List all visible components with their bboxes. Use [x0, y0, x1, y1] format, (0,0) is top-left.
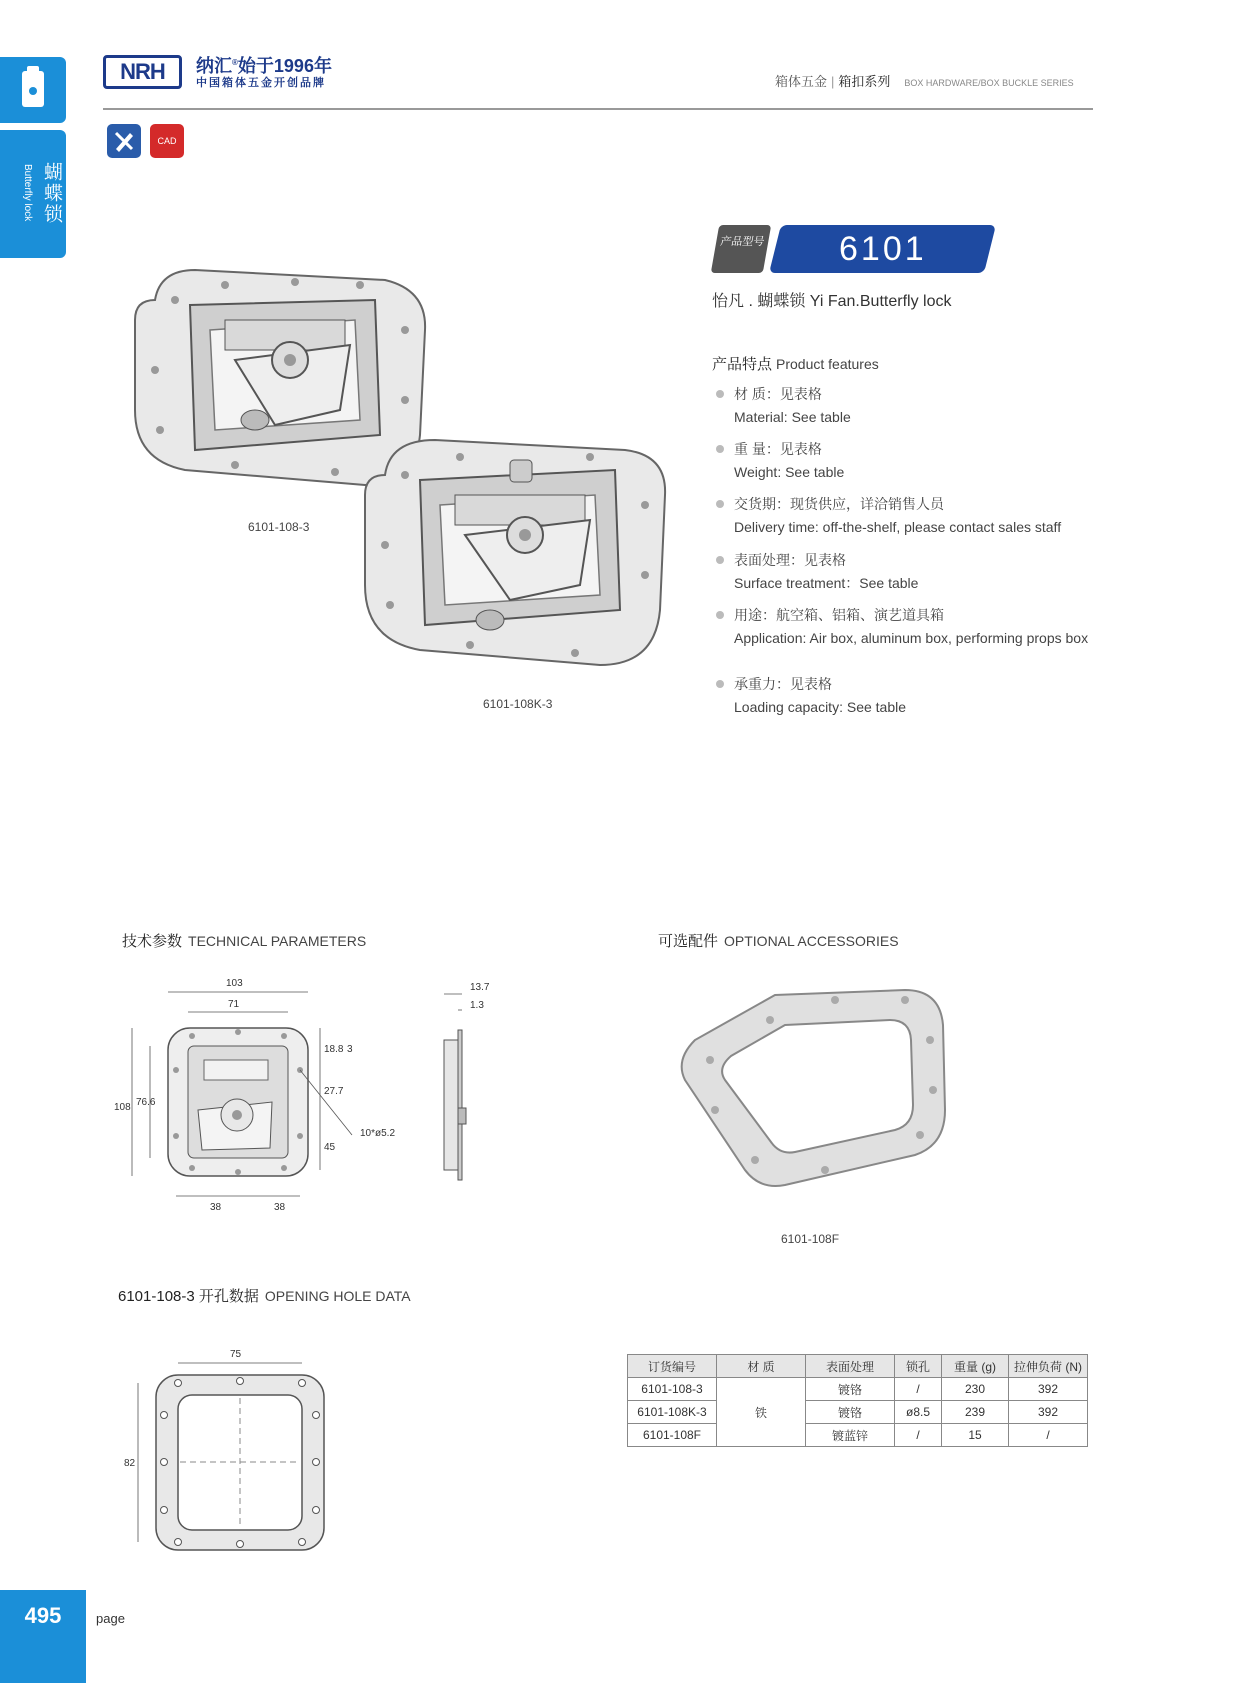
brand-logo: NRH	[103, 55, 182, 89]
cell-weight: 230	[942, 1378, 1009, 1401]
opening-hole-drawing	[120, 1340, 340, 1560]
cell-hole: /	[895, 1378, 942, 1401]
dim-d2: 3	[347, 1044, 353, 1055]
table-row	[628, 1424, 1088, 1447]
feature-item	[716, 384, 1096, 426]
sidebar-lock-tab[interactable]	[0, 57, 66, 123]
dim-d3: 27.7	[324, 1086, 344, 1097]
table-row	[628, 1378, 1088, 1401]
accessories-title-cn: 可选配件	[658, 933, 719, 950]
feature-en: Surface treatment：See table	[734, 575, 919, 591]
feature-cn: 用途：航空箱、铝箱、演艺道具箱	[716, 605, 1096, 625]
accessory-image-6101-108f	[675, 980, 955, 1200]
opening-title-en: OPENING HOLE DATA	[264, 1288, 411, 1304]
feature-item	[716, 605, 1096, 647]
feature-item	[716, 674, 1096, 716]
cell-weight: 15	[942, 1424, 1009, 1447]
dim-width-outer: 103	[226, 978, 243, 989]
cell-surface: 镀铬	[806, 1401, 895, 1424]
dim-thickness: 1.3	[470, 1000, 484, 1011]
col-surface: 表面处理	[806, 1355, 895, 1378]
feature-item	[716, 550, 1096, 592]
cell-hole: /	[895, 1424, 942, 1447]
cell-surface: 镀铬	[806, 1378, 895, 1401]
opening-title	[118, 1285, 411, 1306]
technical-title-cn: 技术参数	[122, 933, 183, 950]
feature-en: Application: Air box, aluminum box, performing props box	[734, 630, 1089, 646]
page-label: page	[96, 1611, 125, 1626]
table-row	[628, 1401, 1088, 1424]
brand-cn: 纳汇	[196, 56, 232, 76]
pencil-ruler-icon	[107, 124, 141, 158]
feature-en: Loading capacity: See table	[734, 699, 907, 715]
sidebar-butterfly-tab[interactable]	[0, 130, 66, 258]
features-title-en: Product features	[776, 356, 879, 372]
model-number: 6101	[838, 230, 927, 268]
category-cn-2: 箱扣系列	[838, 74, 891, 89]
feature-en: Weight: See table	[734, 464, 845, 480]
cell-code: 6101-108K-3	[628, 1401, 717, 1424]
cell-load: 392	[1009, 1378, 1088, 1401]
technical-title	[122, 930, 366, 951]
cell-material: 铁	[717, 1378, 806, 1447]
col-material: 材 质	[717, 1355, 806, 1378]
dim-d1: 18.8	[324, 1044, 344, 1055]
caption-6101-108k-3: 6101-108K-3	[483, 697, 553, 711]
cell-hole: ø8.5	[895, 1401, 942, 1424]
model-number-badge	[769, 225, 996, 273]
brand-slogan: 始于1996年	[237, 56, 332, 76]
cell-load: /	[1009, 1424, 1088, 1447]
brand-name: 纳汇®始于1996年	[196, 56, 332, 76]
category-breadcrumb: 箱体五金 | 箱扣系列 BOX HARDWARE/BOX BUCKLE SERIES	[775, 74, 1074, 89]
technical-drawing	[112, 970, 512, 1230]
dim-width-inner: 71	[228, 999, 240, 1010]
feature-item	[716, 439, 1096, 481]
cell-load: 392	[1009, 1401, 1088, 1424]
brand-subtitle: 中国箱体五金开创品牌	[196, 77, 326, 89]
sidebar-tab-cn: 蝴蝶锁	[41, 162, 62, 225]
dim-height-outer: 108	[114, 1102, 131, 1113]
feature-cn: 表面处理：见表格	[716, 550, 1096, 570]
product-subtitle: 怡凡 . 蝴蝶锁 Yi Fan.Butterfly lock	[712, 293, 952, 310]
features-title	[712, 353, 879, 374]
product-image-6101-108k-3	[345, 425, 675, 685]
accessories-title	[658, 930, 899, 951]
feature-cn: 交货期：现货供应，详洽销售人员	[716, 494, 1096, 514]
model-label: 产品型号	[711, 225, 771, 273]
cell-code: 6101-108F	[628, 1424, 717, 1447]
cell-code: 6101-108-3	[628, 1378, 717, 1401]
col-weight: 重量 (g)	[942, 1355, 1009, 1378]
technical-title-en: TECHNICAL PARAMETERS	[188, 933, 367, 949]
feature-cn: 重 量：见表格	[716, 439, 1096, 459]
category-cn-1: 箱体五金	[775, 74, 828, 89]
feature-cn: 材 质：见表格	[716, 384, 1096, 404]
cad-file-icon[interactable]: CAD	[150, 124, 184, 158]
dim-b1: 38	[210, 1202, 222, 1213]
dim-b2: 38	[274, 1202, 286, 1213]
dim-height-inner: 76.6	[136, 1097, 156, 1108]
accessories-title-en: OPTIONAL ACCESSORIES	[724, 933, 899, 949]
cell-surface: 镀蓝锌	[806, 1424, 895, 1447]
table-header-row	[628, 1355, 1088, 1378]
cell-weight: 239	[942, 1401, 1009, 1424]
caption-6101-108-3: 6101-108-3	[248, 520, 310, 534]
caption-6101-108f: 6101-108F	[781, 1232, 840, 1246]
feature-item	[716, 494, 1096, 536]
sidebar-tab-en: Butterfly lock	[22, 164, 33, 222]
header-divider	[103, 108, 1093, 110]
opening-width: 75	[230, 1349, 242, 1360]
page-number: 495	[0, 1590, 86, 1683]
dim-d4: 45	[324, 1142, 336, 1153]
opening-title-cn: 6101-108-3 开孔数据	[118, 1288, 259, 1305]
category-en: BOX HARDWARE/BOX BUCKLE SERIES	[904, 78, 1074, 88]
features-title-cn: 产品特点	[712, 356, 773, 373]
drawing-tool-icon[interactable]	[107, 124, 141, 158]
feature-cn: 承重力：见表格	[716, 674, 1096, 694]
lock-icon	[0, 57, 66, 123]
feature-en: Delivery time: off-the-shelf, please contact sales staff	[734, 519, 1062, 535]
col-code: 订货编号	[628, 1355, 717, 1378]
col-load: 拉伸负荷 (N)	[1009, 1355, 1088, 1378]
dim-depth: 13.7	[470, 982, 490, 993]
spec-table	[627, 1354, 1088, 1447]
opening-height: 82	[124, 1458, 136, 1469]
feature-en: Material: See table	[734, 409, 851, 425]
dim-holes: 10*ø5.2	[360, 1128, 396, 1139]
col-hole: 锁孔	[895, 1355, 942, 1378]
